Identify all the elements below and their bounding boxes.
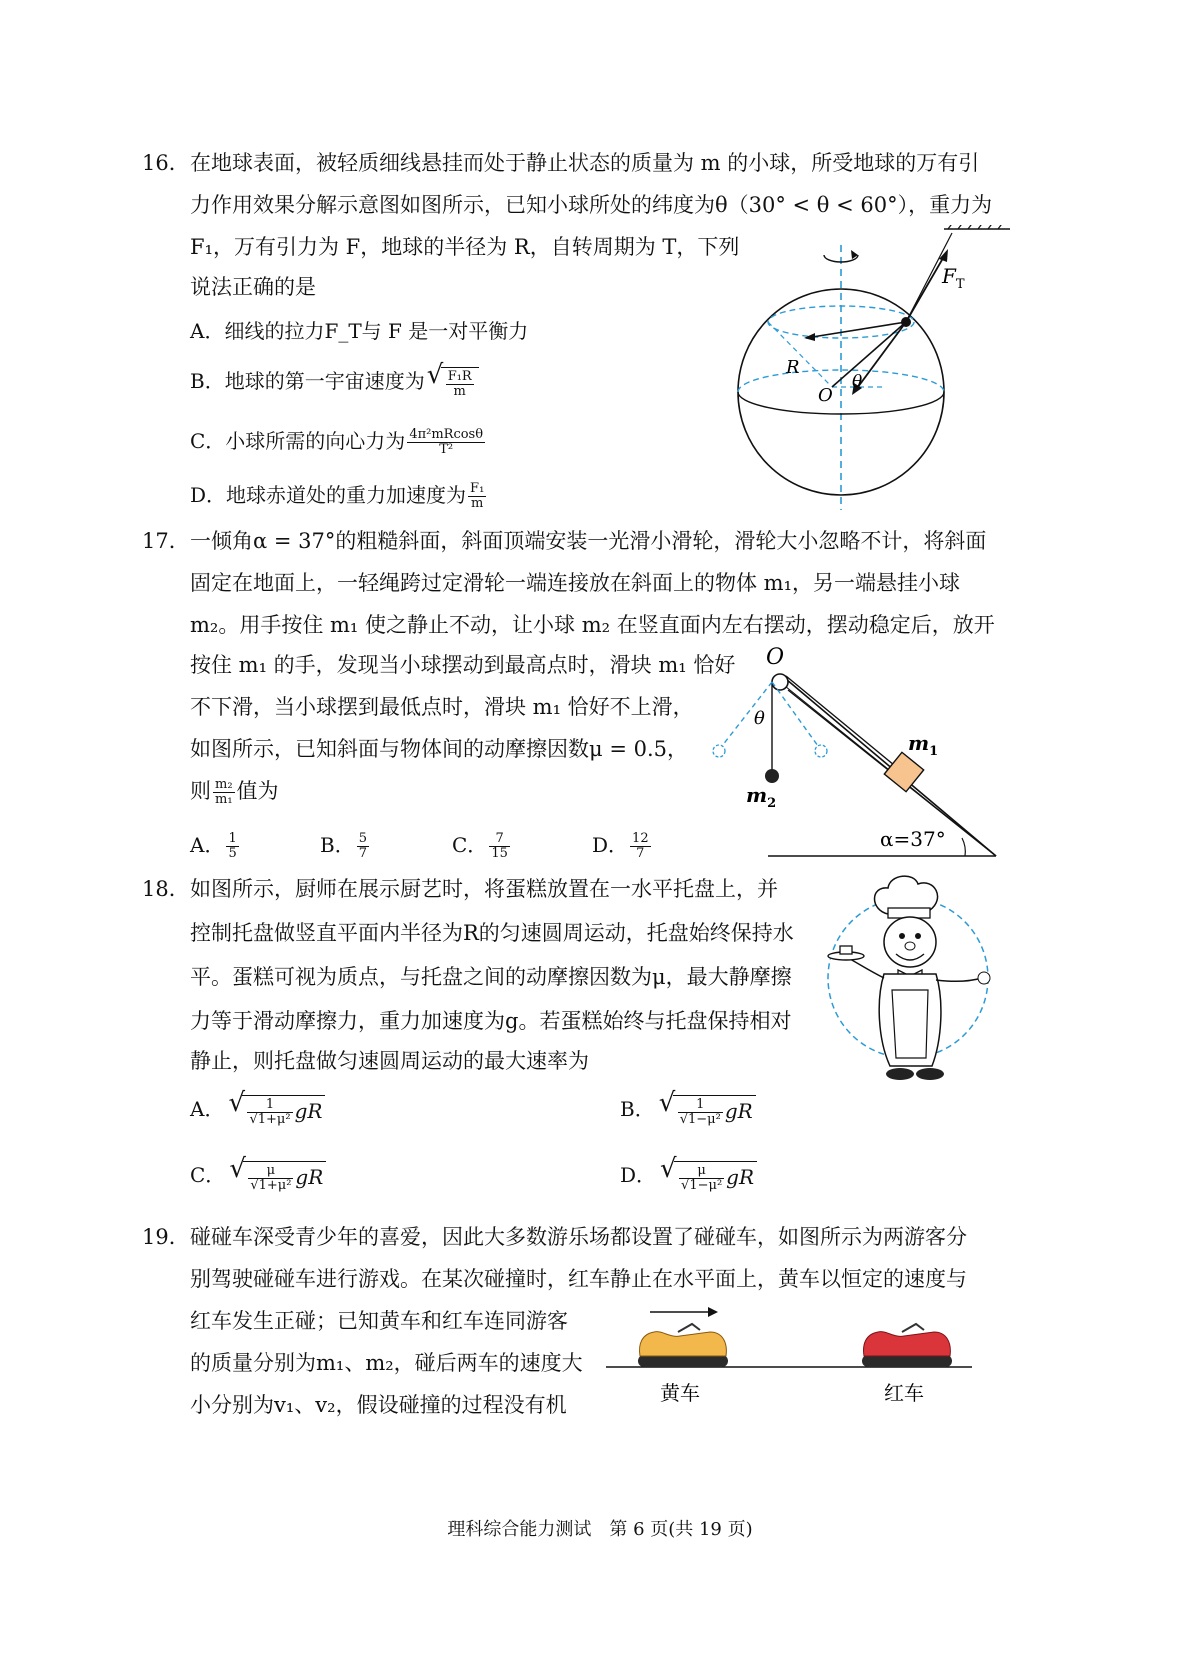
chef-body-icon — [879, 974, 941, 1066]
q18-option-d: D． √ $\frac{\mu}{\text{√1−μ²}}$ gR — [620, 1160, 757, 1193]
q18-option-a: A． √ $\frac{1}{\text{√1+μ²}}$ gR — [190, 1094, 325, 1127]
q16-option-b-num: √ F₁R — [447, 368, 472, 384]
q18-text-line2: 控制托盘做竖直平面内半径为R的匀速圆周运动，托盘始终保持水 — [190, 921, 794, 945]
q16-option-d-num: F₁ — [470, 481, 485, 496]
q18-option-c: C． √ $\frac{\mu}{\text{√1+μ²}}$ gR — [190, 1160, 326, 1193]
q16-option-b-text: B．地球的第一宇宙速度为 — [190, 369, 425, 393]
q17-ratio-den: m₁ — [215, 792, 233, 807]
label-theta: θ — [754, 708, 765, 729]
yellow-bumper-car-icon — [638, 1324, 728, 1367]
q18-text-line4: 力等于滑动摩擦力，重力加速度为g。若蛋糕始终与托盘保持相对 — [190, 1009, 792, 1033]
q17-text-line6: 如图所示，已知斜面与物体间的动摩擦因数μ = 0.5， — [190, 737, 688, 761]
ball-m2 — [765, 769, 779, 783]
q16-number: 16． — [142, 151, 190, 175]
q16-text-line2: 力作用效果分解示意图如图所示，已知小球所处的纬度为θ（30° < θ < 60°），重力为 — [190, 193, 993, 217]
q19-bumper-cars-figure — [600, 1300, 980, 1410]
block-m1 — [884, 752, 923, 791]
q16-option-c-num: 4π²mRcosθ — [409, 427, 484, 442]
q16-text-line1: 在地球表面，被轻质细线悬挂而处于静止状态的质量为 m 的小球，所受地球的万有引 — [190, 151, 980, 175]
label-o: O — [818, 385, 833, 406]
label-theta: θ — [852, 372, 863, 392]
q18-text-line1: 如图所示，厨师在展示厨艺时，将蛋糕放置在一水平托盘上，并 — [190, 877, 778, 901]
q16-option-d-den: m — [471, 496, 484, 511]
q16-option-a: A．细线的拉力F_T与 F 是一对平衡力 — [190, 319, 529, 343]
q19-text-line4: 的质量分别为m₁、m₂，碰后两车的速度大 — [190, 1351, 583, 1375]
q18-number: 18． — [142, 877, 190, 901]
chef-right-arm — [936, 978, 982, 981]
q18-option-b: B． √ $\frac{1}{\text{√1−μ²}}$ gR — [620, 1094, 756, 1127]
rope-to-block — [786, 676, 900, 770]
label-ft: $F_T$ — [942, 264, 965, 292]
chef-left-arm — [848, 958, 884, 978]
label-m2: $m_2$ — [746, 783, 777, 811]
q19-number: 19． — [142, 1225, 190, 1249]
centripetal-arrowhead-icon — [804, 333, 815, 341]
q17-ratio-num: m₂ — [215, 777, 233, 792]
q17-text-line3: m₂。用手按住 m₁ 使之静止不动，让小球 m₂ 在竖直面内左右摆动，摆动稳定后，放开 — [190, 613, 995, 637]
pulley-icon — [772, 674, 788, 690]
q17-line7-suffix: 值为 — [236, 779, 279, 803]
cake-icon — [840, 946, 852, 954]
q16-option-b-den: m — [453, 383, 466, 399]
chef-right-shoe — [916, 1068, 944, 1080]
q18-text-line3: 平。蛋糕可视为质点，与托盘之间的动摩擦因数为μ，最大静摩擦 — [190, 965, 792, 989]
q19-text-line5: 小分别为v₁、v₂，假设碰撞的过程没有机 — [190, 1393, 567, 1417]
q16-option-d-text: D．地球赤道处的重力加速度为 — [190, 483, 467, 507]
q18-chef-figure — [818, 870, 998, 1090]
swing-right-ball — [815, 745, 827, 757]
chef-left-shoe — [886, 1068, 914, 1080]
label-red-car: 红车 — [884, 1381, 924, 1405]
q17-text-line5: 不下滑，当小球摆到最低点时，滑块 m₁ 恰好不上滑， — [190, 695, 694, 719]
q16-text-line4: 说法正确的是 — [190, 275, 316, 299]
angle-arc — [962, 838, 965, 856]
q18-text-line5: 静止，则托盘做匀速圆周运动的最大速率为 — [190, 1049, 589, 1073]
swing-left-ball — [713, 745, 725, 757]
q17-incline-figure — [710, 642, 1010, 862]
gravity-force-arrow — [855, 322, 906, 391]
label-o: O — [766, 645, 785, 670]
q19-text-line1: 碰碰车深受青少年的喜爱，因此大多数游乐场都设置了碰碰车，如图所示为两游客分 — [190, 1225, 967, 1249]
q16-option-d — [190, 480, 488, 511]
swing-right-line — [772, 682, 818, 746]
q17-line7-prefix: 则 — [190, 779, 211, 803]
q17-text-line2: 固定在地面上，一轻绳跨过定滑轮一端连接放在斜面上的物体 m₁，另一端悬挂小球 — [190, 571, 961, 595]
q17-text-line4: 按住 m₁ 的手，发现当小球摆动到最高点时，滑块 m₁ 恰好 — [190, 653, 736, 677]
page-footer: 理科综合能力测试 第 6 页(共 19 页) — [447, 1519, 753, 1540]
label-yellow-car: 黄车 — [660, 1381, 700, 1405]
q17-option-c: C． $\frac{7}{15}$ — [452, 831, 508, 861]
q16-option-c-text: C．小球所需的向心力为 — [190, 429, 406, 453]
red-bumper-car-icon — [862, 1324, 952, 1367]
ball-dot — [901, 317, 911, 327]
q17-text-line1: 一倾角α = 37°的粗糙斜面，斜面顶端安装一光滑小滑轮，滑轮大小忽略不计，将斜面 — [190, 529, 987, 553]
label-r: R — [786, 357, 800, 378]
label-alpha: α=37° — [880, 827, 946, 851]
q16-option-c — [190, 426, 487, 457]
q17-option-a: A． $\frac{1}{5}$ — [190, 831, 237, 861]
q16-option-b — [190, 366, 479, 399]
q17-option-d: D． $\frac{12}{7}$ — [592, 831, 649, 861]
velocity-arrowhead-icon — [708, 1307, 718, 1317]
q16-earth-figure — [720, 225, 1020, 525]
q19-text-line3: 红车发生正碰；已知黄车和红车连同游客 — [190, 1309, 568, 1333]
q16-text-line3: F₁，万有引力为 F，地球的半径为 R，自转周期为 T，下列 — [190, 235, 740, 259]
q17-number: 17． — [142, 529, 190, 553]
q17-text-line7 — [190, 776, 279, 807]
q19-text-line2: 别驾驶碰碰车进行游戏。在某次碰撞时，红车静止在水平面上，黄车以恒定的速度与 — [190, 1267, 967, 1291]
label-m1: $m_1$ — [908, 731, 939, 759]
q17-option-b: B． $\frac{5}{7}$ — [320, 831, 367, 861]
q16-option-c-den: T² — [439, 442, 454, 457]
